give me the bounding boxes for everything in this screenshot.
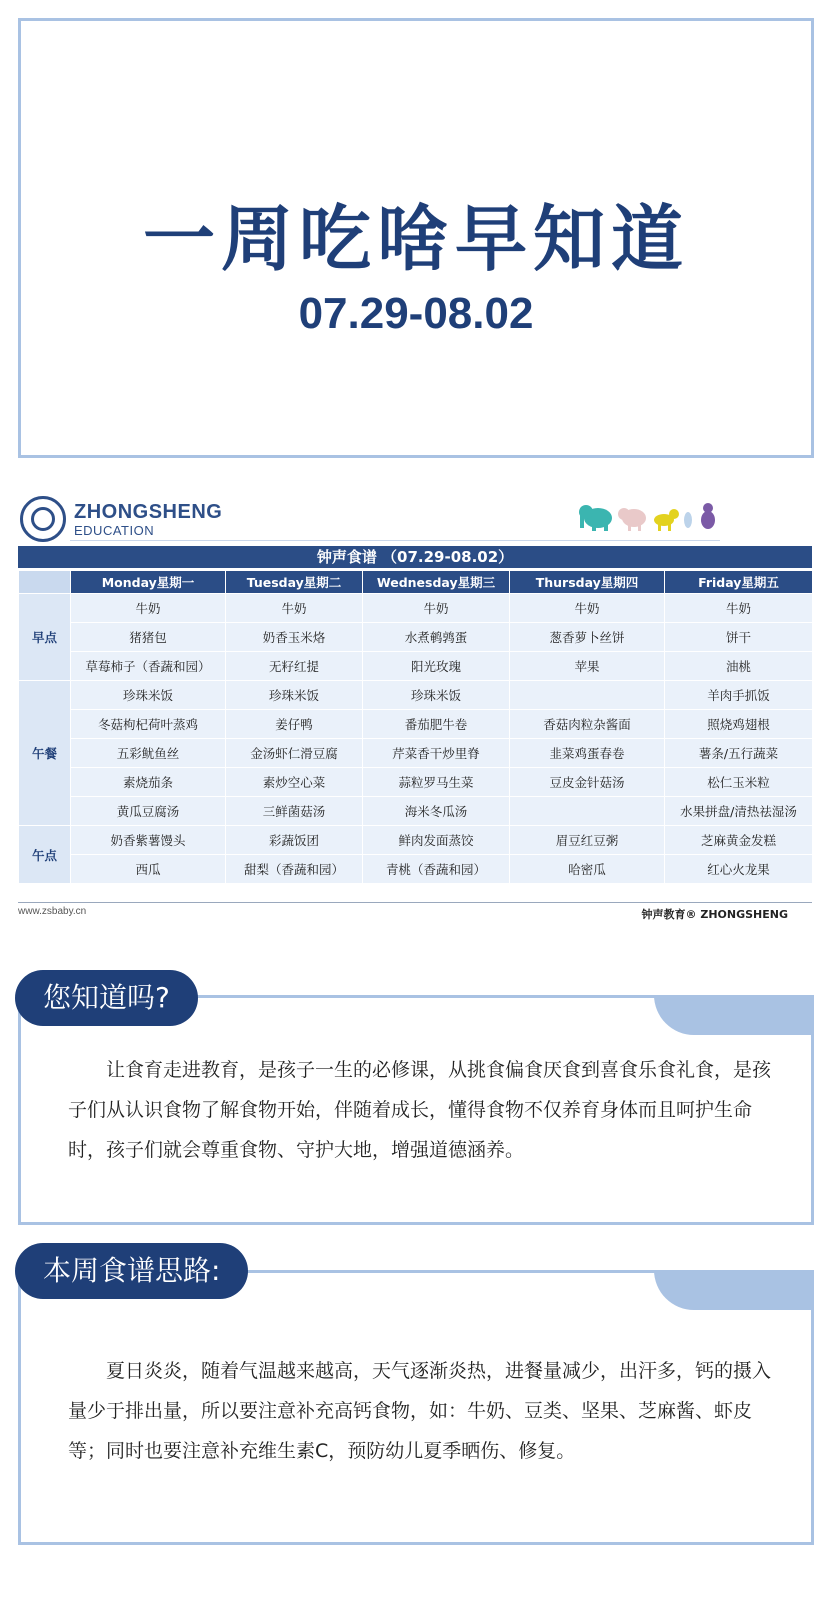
menu-cell: 芝麻黄金发糕 <box>665 826 813 855</box>
table-row <box>19 797 813 826</box>
table-row <box>19 739 813 768</box>
menu-cell: 牛奶 <box>510 594 665 623</box>
cat-icon <box>654 509 679 531</box>
menu-cell: 青桃（香蔬和园） <box>363 855 510 884</box>
menu-cell: 金汤虾仁滑豆腐 <box>226 739 363 768</box>
menu-section <box>0 470 834 930</box>
table-row <box>19 623 813 652</box>
menu-cell: 薯条/五行蔬菜 <box>665 739 813 768</box>
menu-cell: 牛奶 <box>71 594 226 623</box>
menu-cell: 鲜肉发面蒸饺 <box>363 826 510 855</box>
menu-cell: 豆皮金针菇汤 <box>510 768 665 797</box>
bird-icon <box>684 512 692 528</box>
menu-cell: 牛奶 <box>665 594 813 623</box>
menu-cell: 蒜粒罗马生菜 <box>363 768 510 797</box>
website-link[interactable]: www.zsbaby.cn <box>18 906 87 917</box>
monkey-icon <box>701 503 715 529</box>
menu-cell: 番茄肥牛卷 <box>363 710 510 739</box>
table-header-row <box>19 571 813 594</box>
menu-cell <box>510 681 665 710</box>
menu-cell: 芹菜香干炒里脊 <box>363 739 510 768</box>
menu-cell: 松仁玉米粒 <box>665 768 813 797</box>
menu-cell: 彩蔬饭团 <box>226 826 363 855</box>
corner-decoration <box>654 1270 814 1310</box>
footer-brand: 钟声教育® ZHONGSHENG <box>641 908 788 921</box>
menu-cell: 甜梨（香蔬和园） <box>226 855 363 884</box>
footer-divider <box>18 902 812 903</box>
menu-cell: 西瓜 <box>71 855 226 884</box>
menu-cell: 照烧鸡翅根 <box>665 710 813 739</box>
menu-title: 钟声食谱 （07.29-08.02） <box>18 546 812 568</box>
menu-cell: 哈密瓜 <box>510 855 665 884</box>
brand-name: ZHONGSHENG <box>74 501 223 523</box>
menu-cell: 草莓柿子（香蔬和园） <box>71 652 226 681</box>
table-row <box>19 652 813 681</box>
menu-cell: 无籽红提 <box>226 652 363 681</box>
menu-cell <box>510 797 665 826</box>
menu-cell: 油桃 <box>665 652 813 681</box>
pig-icon <box>618 508 646 531</box>
menu-cell: 香菇肉粒杂酱面 <box>510 710 665 739</box>
menu-idea-box <box>18 1254 814 1545</box>
menu-cell: 眉豆红豆粥 <box>510 826 665 855</box>
did-you-know-heading: 您知道吗? <box>15 970 198 1026</box>
day-header: Thursday星期四 <box>510 571 665 594</box>
menu-cell: 葱香萝卜丝饼 <box>510 623 665 652</box>
menu-cell: 素烧茄条 <box>71 768 226 797</box>
table-row <box>19 594 813 623</box>
menu-cell: 素炒空心菜 <box>226 768 363 797</box>
menu-cell: 红心火龙果 <box>665 855 813 884</box>
menu-cell: 奶香玉米烙 <box>226 623 363 652</box>
menu-cell: 韭菜鸡蛋春卷 <box>510 739 665 768</box>
menu-cell: 饼干 <box>665 623 813 652</box>
did-you-know-text: 让食育走进教育，是孩子一生的必修课，从挑食偏食厌食到喜食乐食礼食，是孩子们从认识食物了解食物开始，伴随着成长，懂得食物不仅养育身体而且呵护生命时，孩子们就会尊重食物、守护大地，增强道德涵养。 <box>68 1059 772 1161</box>
menu-cell: 珍珠米饭 <box>226 681 363 710</box>
table-corner <box>19 571 71 594</box>
menu-cell: 猪猪包 <box>71 623 226 652</box>
menu-cell: 奶香紫薯馒头 <box>71 826 226 855</box>
title-card <box>18 18 814 458</box>
elephant-icon <box>579 505 612 531</box>
menu-cell: 五彩鱿鱼丝 <box>71 739 226 768</box>
menu-cell: 珍珠米饭 <box>71 681 226 710</box>
table-row <box>19 855 813 884</box>
table-row <box>19 710 813 739</box>
table-row <box>19 768 813 797</box>
menu-cell: 阳光玫瑰 <box>363 652 510 681</box>
table-row <box>19 681 813 710</box>
menu-cell: 三鲜菌菇汤 <box>226 797 363 826</box>
meal-label: 早点 <box>19 594 71 681</box>
menu-cell: 牛奶 <box>226 594 363 623</box>
menu-table <box>18 570 813 884</box>
day-header: Friday星期五 <box>665 571 813 594</box>
menu-cell: 牛奶 <box>363 594 510 623</box>
meal-label: 午餐 <box>19 681 71 826</box>
day-header: Wednesday星期三 <box>363 571 510 594</box>
date-range: 07.29-08.02 <box>298 289 534 338</box>
menu-cell: 苹果 <box>510 652 665 681</box>
day-header: Tuesday星期二 <box>226 571 363 594</box>
menu-cell: 水煮鹌鹑蛋 <box>363 623 510 652</box>
brand-subtitle: EDUCATION <box>74 523 155 538</box>
menu-cell: 姜仔鸭 <box>226 710 363 739</box>
menu-cell: 冬菇枸杞荷叶蒸鸡 <box>71 710 226 739</box>
corner-decoration <box>654 995 814 1035</box>
animals-decoration-icon <box>576 492 726 532</box>
menu-cell: 羊肉手抓饭 <box>665 681 813 710</box>
table-row <box>19 826 813 855</box>
meal-label: 午点 <box>19 826 71 884</box>
header-divider <box>70 540 720 541</box>
menu-cell: 黄瓜豆腐汤 <box>71 797 226 826</box>
day-header: Monday星期一 <box>71 571 226 594</box>
menu-cell: 海米冬瓜汤 <box>363 797 510 826</box>
did-you-know-box <box>18 981 814 1225</box>
menu-cell: 珍珠米饭 <box>363 681 510 710</box>
page-title: 一周吃啥早知道 <box>142 197 689 281</box>
menu-cell: 水果拼盘/清热祛湿汤 <box>665 797 813 826</box>
menu-idea-text: 夏日炎炎，随着气温越来越高，天气逐渐炎热，进餐量减少，出汗多，钙的摄入量少于排出量，所以要注意补充高钙食物，如：牛奶、豆类、坚果、芝麻酱、虾皮等；同时也要注意补充维生素C，预防幼儿夏季晒伤、修复。 <box>68 1360 772 1462</box>
menu-idea-heading: 本周食谱思路: <box>15 1243 248 1299</box>
school-logo-icon <box>20 496 66 542</box>
